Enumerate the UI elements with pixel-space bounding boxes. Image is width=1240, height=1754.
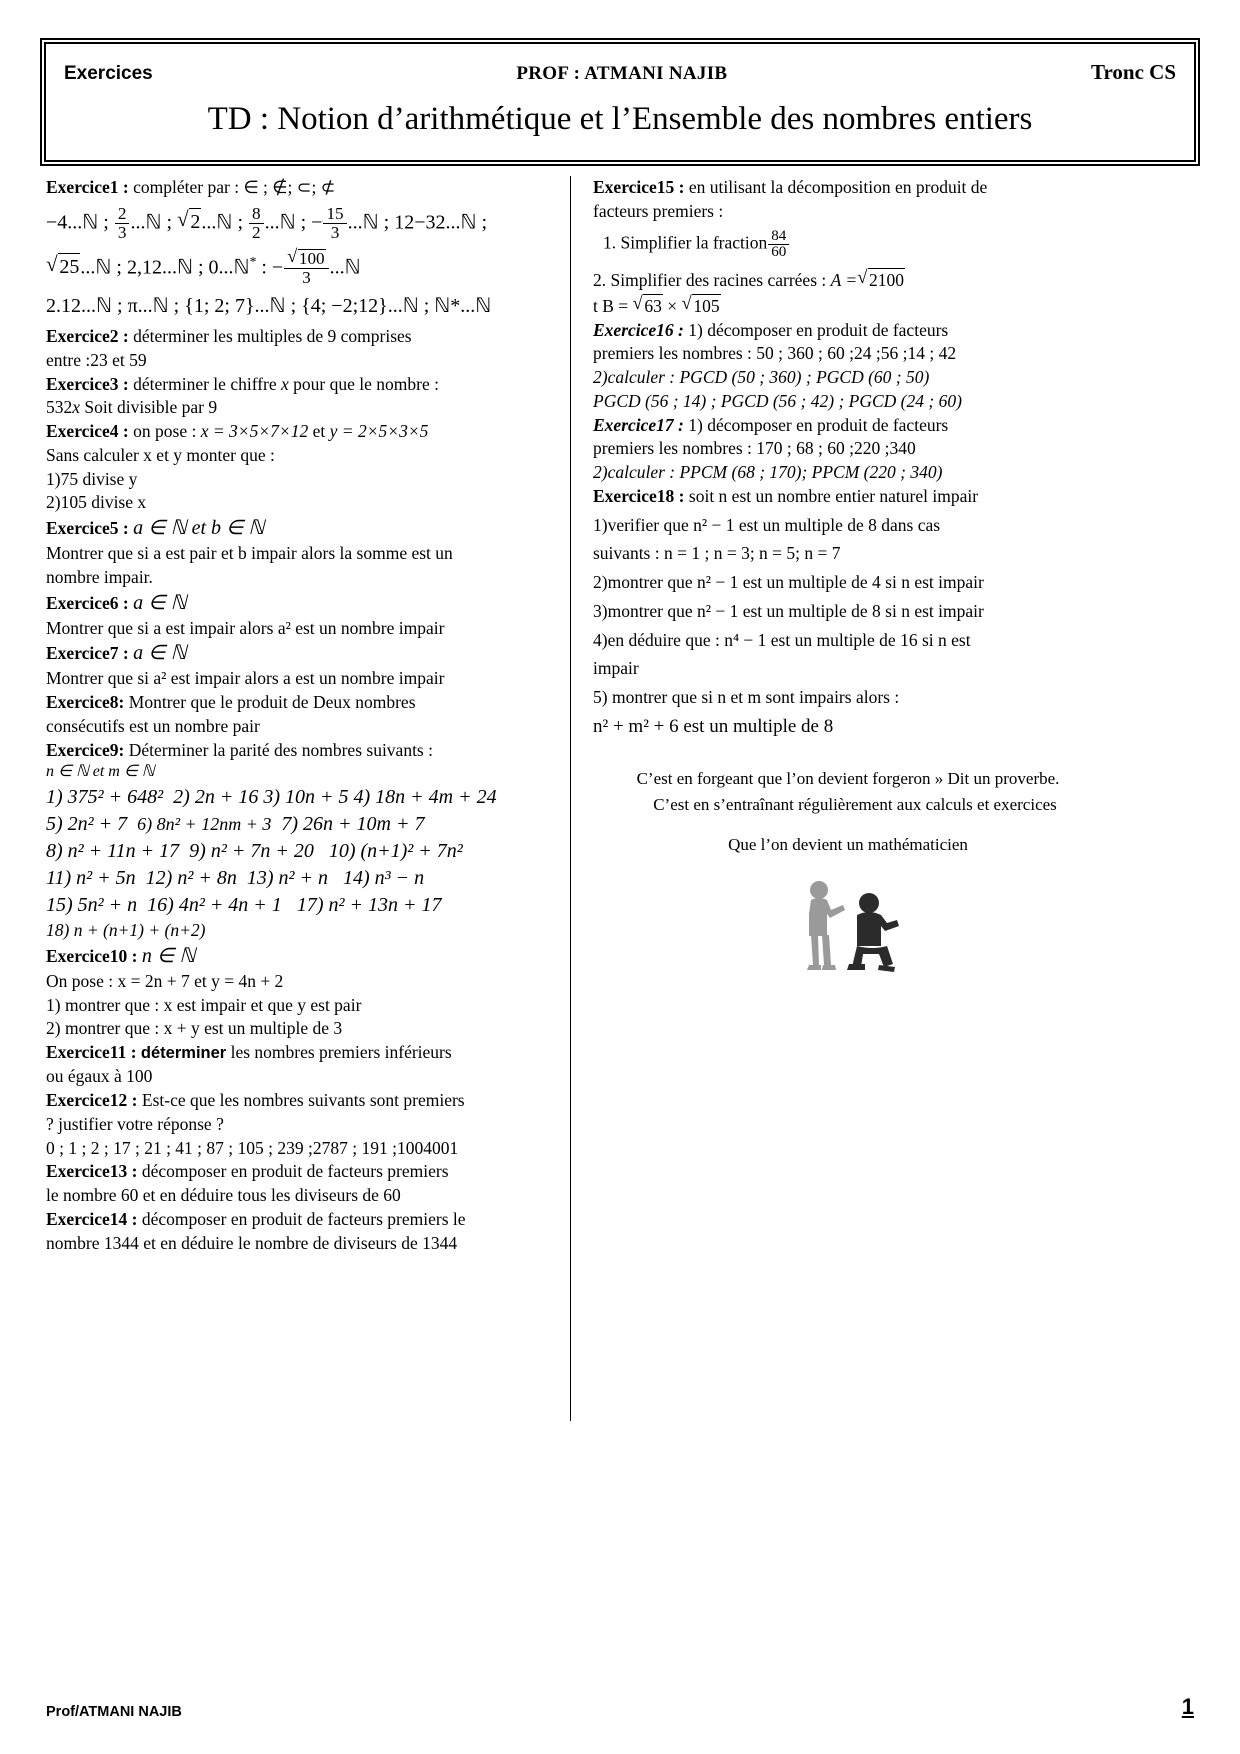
ex1-minus-2: − <box>271 256 284 279</box>
exercise-9-text: Déterminer la parité des nombres suivants : <box>128 739 433 760</box>
exercise-17-heading <box>593 414 1103 437</box>
header-left-label: Exercices <box>64 63 153 84</box>
exercise-9-item: 14) n³ − n <box>342 867 425 890</box>
exercise-13-text: décomposer en produit de facteurs premiers <box>141 1161 449 1182</box>
exercise-11-heading <box>46 1041 556 1064</box>
fraction-sqrt100-over-3 <box>284 248 328 287</box>
exercise-6-text: a ∈ ℕ <box>133 591 187 614</box>
exercise-10-line-2: On pose : x = 2n + 7 et y = 4n + 2 <box>46 970 284 991</box>
fraction-numerator: 15 <box>323 205 346 224</box>
exercise-9-item: 5) 2n² + 7 <box>46 813 128 836</box>
proverb-block <box>593 766 1103 859</box>
exercise-4-label: Exercice4 : <box>46 421 129 441</box>
exercise-9-item: 16) 4n² + 4n + 1 <box>147 894 282 917</box>
exercise-5-line-2: Montrer que si a est pair et b impair alors la somme est un <box>46 543 453 563</box>
fraction-84-over-60 <box>768 229 789 262</box>
exercise-2-text-2: entre :23 et 59 <box>46 349 147 370</box>
fraction-numerator: 8 <box>249 205 264 224</box>
exercise-8-text: Montrer que le produit de Deux nombres <box>128 692 416 712</box>
exercise-3-label: Exercice3 : <box>46 373 129 394</box>
exercise-14-line-2: nombre 1344 et en déduire le nombre de diviseurs de 1344 <box>46 1232 458 1253</box>
exercise-4-equation-1: x = 3×5×7×12 <box>200 421 309 441</box>
exercise-9-item: 9) n² + 7n + 20 <box>189 840 314 863</box>
exercise-16-line-2: premiers les nombres : 50 ; 360 ; 60 ;24 ;56 ;14 ; 42 <box>593 343 957 364</box>
exercise-9-item: 15) 5n² + n <box>46 894 138 917</box>
exercise-3-text-2b: Soit divisible par 9 <box>80 397 218 418</box>
exercise-18-item-2: 2)montrer que n² − 1 est un multiple de 4 si n est impair <box>593 572 984 593</box>
exercise-5-heading <box>46 515 556 541</box>
sqrt-105 <box>682 293 721 318</box>
exercise-3-line-2 <box>46 396 556 419</box>
ex1-tail-1: 12−32...ℕ ; <box>394 211 488 234</box>
exercise-13-label: Exercice13 : <box>46 1161 138 1182</box>
sqrt-63 <box>633 293 663 318</box>
ex1-star: * <box>249 253 257 269</box>
exercise-16-pgcd-list-2: PGCD (56 ; 14) ; PGCD (56 ; 42) ; PGCD (24 ; 60) <box>593 390 962 411</box>
exercise-7-text: a ∈ ℕ <box>133 642 187 665</box>
exercise-18-item-5: 5) montrer que si n et m sont impairs alors : <box>593 687 900 708</box>
exercise-4-item-2: 2)105 divise x <box>46 492 147 513</box>
exercise-3-variable-2: x <box>72 397 81 418</box>
exercise-15-text: en utilisant la décomposition en produit de <box>688 177 988 197</box>
exercise-1-line-1 <box>46 205 556 242</box>
exercise-12-heading <box>46 1089 556 1112</box>
exercise-15-item-2-prefix: 2. Simplifier des racines carrées : <box>593 270 827 291</box>
exercise-9-row-2 <box>46 811 556 837</box>
exercise-9-heading <box>46 739 556 762</box>
exercise-1-line-3: 2.12...ℕ ; π...ℕ ; {1; 2; 7}...ℕ ; {4; −2;12}...ℕ ; ℕ*...ℕ <box>46 295 492 317</box>
exercise-1-heading <box>46 176 556 199</box>
exercise-9-row-5 <box>46 892 556 918</box>
standing-person-silhouette <box>807 881 845 970</box>
sqrt-25 <box>46 252 80 280</box>
exercise-4-equation-2: y = 2×5×3×5 <box>329 421 429 441</box>
page-number: 1 <box>1181 1694 1194 1719</box>
exercise-11-text: les nombres premiers inférieurs <box>226 1042 452 1063</box>
ex1-after-rad-25: ...ℕ ; 2,12...ℕ ; 0...ℕ <box>80 256 250 279</box>
exercise-14-heading <box>46 1208 556 1231</box>
exercise-16-line-4 <box>593 390 1103 413</box>
exercise-15-item-1-text: 1. Simplifier la fraction <box>603 232 768 253</box>
sqrt-radicand: 2 <box>189 208 201 235</box>
exercise-5-label: Exercice5 : <box>46 518 129 538</box>
exercise-9-item: 2) 2n + 16 <box>173 786 259 809</box>
exercise-9-item: 7) 26n + 10m + 7 <box>281 813 425 836</box>
exercise-17-label: Exercice17 : <box>593 414 684 435</box>
sqrt-2 <box>177 207 201 235</box>
exercise-9-item: 17) n² + 13n + 17 <box>296 894 442 917</box>
exercise-9-item: 18) n + (n+1) + (n+2) <box>46 920 206 941</box>
exercise-16-heading <box>593 319 1103 342</box>
exercise-9-item: 1) 375² + 648² <box>46 786 164 809</box>
exercise-2-text: déterminer les multiples de 9 comprises <box>133 326 412 346</box>
exercise-12-label: Exercice12 : <box>46 1090 138 1111</box>
exercise-13-line-2: le nombre 60 et en déduire tous les diviseurs de 60 <box>46 1185 401 1206</box>
sqrt-radicand: 2100 <box>869 270 905 291</box>
exercise-18-item-1b: suivants : n = 1 ; n = 3; n = 5; n = 7 <box>593 543 841 564</box>
exercise-9-label: Exercice9: <box>46 739 125 760</box>
exercise-9-item: 3) 10n + 5 <box>263 786 349 809</box>
proverb-line-2: C’est en s’entraînant régulièrement aux calculs et exercices <box>653 794 1057 814</box>
two-person-silhouette-illustration <box>773 873 923 988</box>
fraction-numerator: 2 <box>115 205 130 224</box>
exercise-7-label: Exercice7 : <box>46 643 129 664</box>
sqrt-radicand: 105 <box>693 295 720 316</box>
exercise-3-text-a: déterminer le chiffre <box>133 373 282 394</box>
exercise-18-item-3: 3)montrer que n² − 1 est un multiple de 8 si n est impair <box>593 600 984 621</box>
exercise-15-item-1 <box>593 229 1103 262</box>
exercise-9-item: 6) 8n² + 12nm + 3 <box>137 814 272 835</box>
header-professor-label: PROF : ATMANI NAJIB <box>516 63 728 84</box>
page-footer <box>46 1694 1194 1720</box>
fraction-denominator: 3 <box>330 222 340 242</box>
exercise-15-heading <box>593 176 1103 199</box>
exercise-16-label: Exercice16 : <box>593 319 684 340</box>
exercise-10-item-1: 1) montrer que : x est impair et que y est pair <box>46 994 362 1015</box>
fraction-15-over-3 <box>323 205 346 242</box>
exercise-3-heading <box>46 373 556 396</box>
exercise-10-heading <box>46 943 556 969</box>
sqrt-radicand: 100 <box>298 248 325 268</box>
exercise-9-item: 8) n² + 11n + 17 <box>46 840 180 863</box>
exercise-17-line-3 <box>593 461 1103 484</box>
exercise-9-item: 13) n² + n <box>246 867 328 890</box>
exercise-4-line-2: Sans calculer x et y monter que : <box>46 444 275 465</box>
ex1-after-frac-2: ...ℕ ; <box>264 211 307 234</box>
ex1-after-frac-1: ...ℕ ; <box>130 211 173 234</box>
exercise-9-item: 10) (n+1)² + 7n² <box>328 840 463 863</box>
fraction-denominator: 3 <box>117 222 127 242</box>
exercise-15-line-2: facteurs premiers : <box>593 200 724 221</box>
exercise-10-item-2: 2) montrer que : x + y est un multiple de 3 <box>46 1018 343 1039</box>
page-title: TD : Notion d’arithmétique et l’Ensemble des nombres entiers <box>207 101 1033 137</box>
fraction-numerator <box>284 248 328 269</box>
ex1-after-rad-2: ...ℕ ; <box>201 211 243 234</box>
exercise-18-label: Exercice18 : <box>593 485 685 506</box>
exercise-7-line-2: Montrer que si a² est impair alors a est un nombre impair <box>46 668 445 689</box>
exercise-9-item: 11) n² + 5n <box>46 867 136 890</box>
proverb-line-1: C’est en forgeant que l’on devient forgeron » Dit un proverbe. <box>636 768 1060 788</box>
fraction-denominator: 2 <box>252 222 261 242</box>
ex1-minus-sign: − <box>311 211 323 234</box>
fraction-denominator: 60 <box>771 244 787 261</box>
exercise-6-heading <box>46 590 556 616</box>
right-column <box>570 176 1103 1421</box>
ex1-after-frac-3: ...ℕ ; <box>347 211 390 234</box>
sqrt-radicand: 63 <box>644 295 662 316</box>
exercise-8-label: Exercice8: <box>46 692 125 712</box>
exercise-12-line-2: ? justifier votre réponse ? <box>46 1113 224 1134</box>
exercise-15-item-2 <box>593 267 1103 292</box>
exercise-17-text: 1) décomposer en produit de facteurs <box>688 414 949 435</box>
exercise-14-label: Exercice14 : <box>46 1208 138 1229</box>
exercise-18-text: soit n est un nombre entier naturel impair <box>688 485 979 506</box>
exercise-18-item-4: 4)en déduire que : n⁴ − 1 est un multiple de 16 si n est <box>593 629 971 650</box>
exercise-3-number: 532 <box>46 397 73 418</box>
exercise-4-text: on pose : <box>133 421 201 441</box>
exercise-7-heading <box>46 640 556 666</box>
exercise-10-text: n ∈ ℕ <box>141 944 196 967</box>
exercise-18-item-1: 1)verifier que n² − 1 est un multiple de 8 dans cas <box>593 514 941 535</box>
exercise-9-row-3 <box>46 838 556 864</box>
exercise-15-label: Exercice15 : <box>593 177 685 197</box>
exercise-8-heading <box>46 691 556 714</box>
two-column-body <box>46 176 1194 1421</box>
ex1-after-frac-4: ...ℕ <box>329 256 361 279</box>
exercise-9-item: 12) n² + 8n <box>145 867 237 890</box>
exercise-17-line-2: premiers les nombres : 170 ; 68 ; 60 ;220 ;340 <box>593 438 916 459</box>
sqrt-100 <box>287 248 325 268</box>
ex1-term-1: −4...ℕ ; <box>46 211 109 234</box>
kneeling-person-silhouette <box>847 893 899 972</box>
sqrt-2100 <box>857 267 905 292</box>
header-row <box>46 44 1194 91</box>
exercise-12-text: Est-ce que les nombres suivants sont premiers <box>141 1090 465 1111</box>
exercise-6-line-2: Montrer que si a est impair alors a² est un nombre impair <box>46 617 445 638</box>
exercise-5-line-3: nombre impair. <box>46 566 153 587</box>
exercise-1-label: Exercice1 : <box>46 177 129 197</box>
fraction-numerator: 84 <box>768 229 789 246</box>
exercise-9-item: 4) 18n + 4m + 24 <box>353 786 497 809</box>
exercise-13-heading <box>46 1160 556 1183</box>
exercise-17-ppcm-list: 2)calculer : PPCM (68 ; 170); PPCM (220 ; 340) <box>593 462 943 483</box>
exercise-15-variable-A: A = <box>830 270 858 291</box>
exercise-11-label: Exercice11 : <box>46 1042 137 1063</box>
exercise-15-item-3-prefix: t B = <box>593 295 629 316</box>
fraction-denominator: 3 <box>302 267 311 287</box>
exercise-18-item-4b: impair <box>593 658 639 679</box>
fraction-2-over-3 <box>115 205 130 242</box>
exercise-2-heading <box>46 325 556 348</box>
ex1-colon: : <box>256 256 272 279</box>
fraction-8-over-2 <box>249 205 264 242</box>
proverb-line-3: Que l’on devient un mathématicien <box>728 835 968 855</box>
sqrt-radicand: 25 <box>58 253 80 280</box>
exercise-15-item-3 <box>593 293 1103 318</box>
multiplication-sign: × <box>667 295 678 316</box>
header-box <box>44 42 1196 162</box>
exercise-8-line-2: consécutifs est un nombre pair <box>46 715 260 736</box>
exercise-1-text: compléter par : ∈ ; ∉; ⊂; ⊄ <box>133 177 336 197</box>
footer-author: Prof/ATMANI NAJIB <box>46 1704 182 1720</box>
exercise-14-text: décomposer en produit de facteurs premiers le <box>141 1208 466 1229</box>
exercise-12-line-3: 0 ; 1 ; 2 ; 17 ; 21 ; 41 ; 87 ; 105 ; 239 ;2787 ; 191 ;1004001 <box>46 1137 459 1158</box>
exercise-18-item-5b: n² + m² + 6 est un multiple de 8 <box>593 715 834 737</box>
exercise-5-text: a ∈ ℕ et b ∈ ℕ <box>133 517 265 539</box>
exercise-3-text-b: pour que le nombre : <box>288 373 439 394</box>
exercise-9-row-6 <box>46 919 556 942</box>
exercise-16-line-3 <box>593 366 1103 389</box>
left-column <box>46 176 570 1421</box>
exercise-3-variable: x <box>281 373 289 394</box>
exercise-2-label: Exercice2 : <box>46 326 129 346</box>
exercise-4-et: et <box>308 421 330 441</box>
exercise-10-label: Exercice10 : <box>46 945 138 966</box>
header-class-label: Tronc CS <box>1091 60 1176 84</box>
exercise-9-row-4 <box>46 865 556 891</box>
exercise-11-bold-word: déterminer <box>140 1044 227 1063</box>
exercise-4-heading <box>46 420 556 443</box>
exercise-16-pgcd-list-1: 2)calculer : PGCD (50 ; 360) ; PGCD (60 ; 50) <box>593 367 930 388</box>
exercise-11-line-2: ou égaux à 100 <box>46 1066 153 1087</box>
exercise-16-text: 1) décomposer en produit de facteurs <box>688 319 949 340</box>
exercise-18-heading <box>593 485 1103 508</box>
exercise-9-domain: n ∈ ℕ et m ∈ ℕ <box>46 763 155 781</box>
exercise-4-item-1: 1)75 divise y <box>46 468 138 489</box>
exercise-1-line-2 <box>46 248 556 287</box>
exercise-6-label: Exercice6 : <box>46 592 129 613</box>
exercise-9-row-1 <box>46 784 556 810</box>
